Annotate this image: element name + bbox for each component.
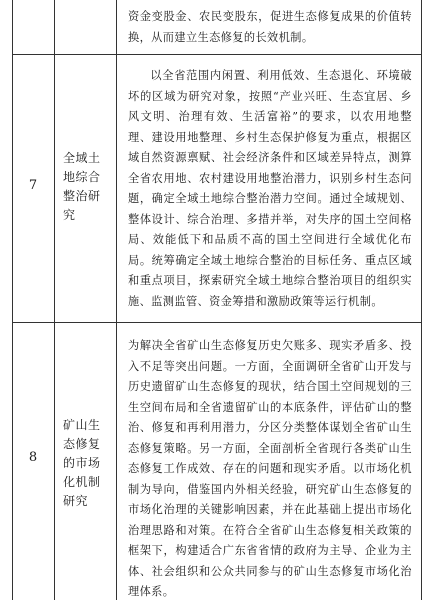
row-content: [116, 336, 422, 603]
row-number: 7: [28, 178, 38, 193]
row-content-text: 为解决全省矿山生态修复历史欠账多、现实矛盾多、投入不足等突出问题。一方面，全面调研全省矿山开发与历史遗留矿山生态修复的现状，结合国土空间规划的三生空间布局和全省遗留矿山的本底条件，评估矿山的整治、修复和再利用潜力，分区分类整体谋划全省矿山生态修复策略。另一方面，全面剖析全省现行各类矿山生态修复工作成效、存在的问题和现实矛盾。以市场化机制为导向，借鉴国内外相关经验，研究矿山生态修复的市场化治理的关键影响因素，并在此基础上提出市场化治理思路和对策。在符合全省矿山生态修复相关政策的框架下，构建适合广东省省情的政府为主导、企业为主体、社会组织和公众共同参与的矿山生态修复市场化治理体系。: [128, 339, 412, 598]
research-table: [12, 0, 422, 600]
table-row: [12, 322, 422, 600]
row-content: [116, 7, 422, 48]
table-row: [12, 0, 422, 54]
row-name: 矿山生态修复的市场化机制研究: [63, 418, 101, 508]
row-content-text: 资金变股金、农民变股东，促进生态修复成果的价值转换，从而建立生态修复的长效机制。: [128, 10, 412, 44]
table-row: [12, 54, 422, 322]
row-content-text: 以全省范围内闲置、利用低效、生态退化、环境破坏的区域为研究对象，按照“产业兴旺、生态宜居、乡风文明、治理有效、生活富裕”的要求，以农用地整理、建设用地整理、乡村生态保护修复为重点，根据区域自然资源禀赋、社会经济条件和区域差异特点，测算全省农用地、农村建设用地整治潜力，识别乡村生态问题，确定全域土地综合整治潜力空间。通过全域规划、整体设计、综合治理、多措并举，对失序的国土空间格局、效能低下和品质不高的国土空间进行全域优化布局。统筹确定全域土地综合整治的目标任务、重点区域和重点项目，探索研究全域土地综合整治项目的组织实施、监测监管、资金筹措和激励政策等运行机制。: [128, 69, 412, 308]
row-name: 全域土地综合整治研究: [63, 151, 101, 222]
row-number: 8: [28, 450, 38, 465]
row-content: [116, 66, 422, 312]
